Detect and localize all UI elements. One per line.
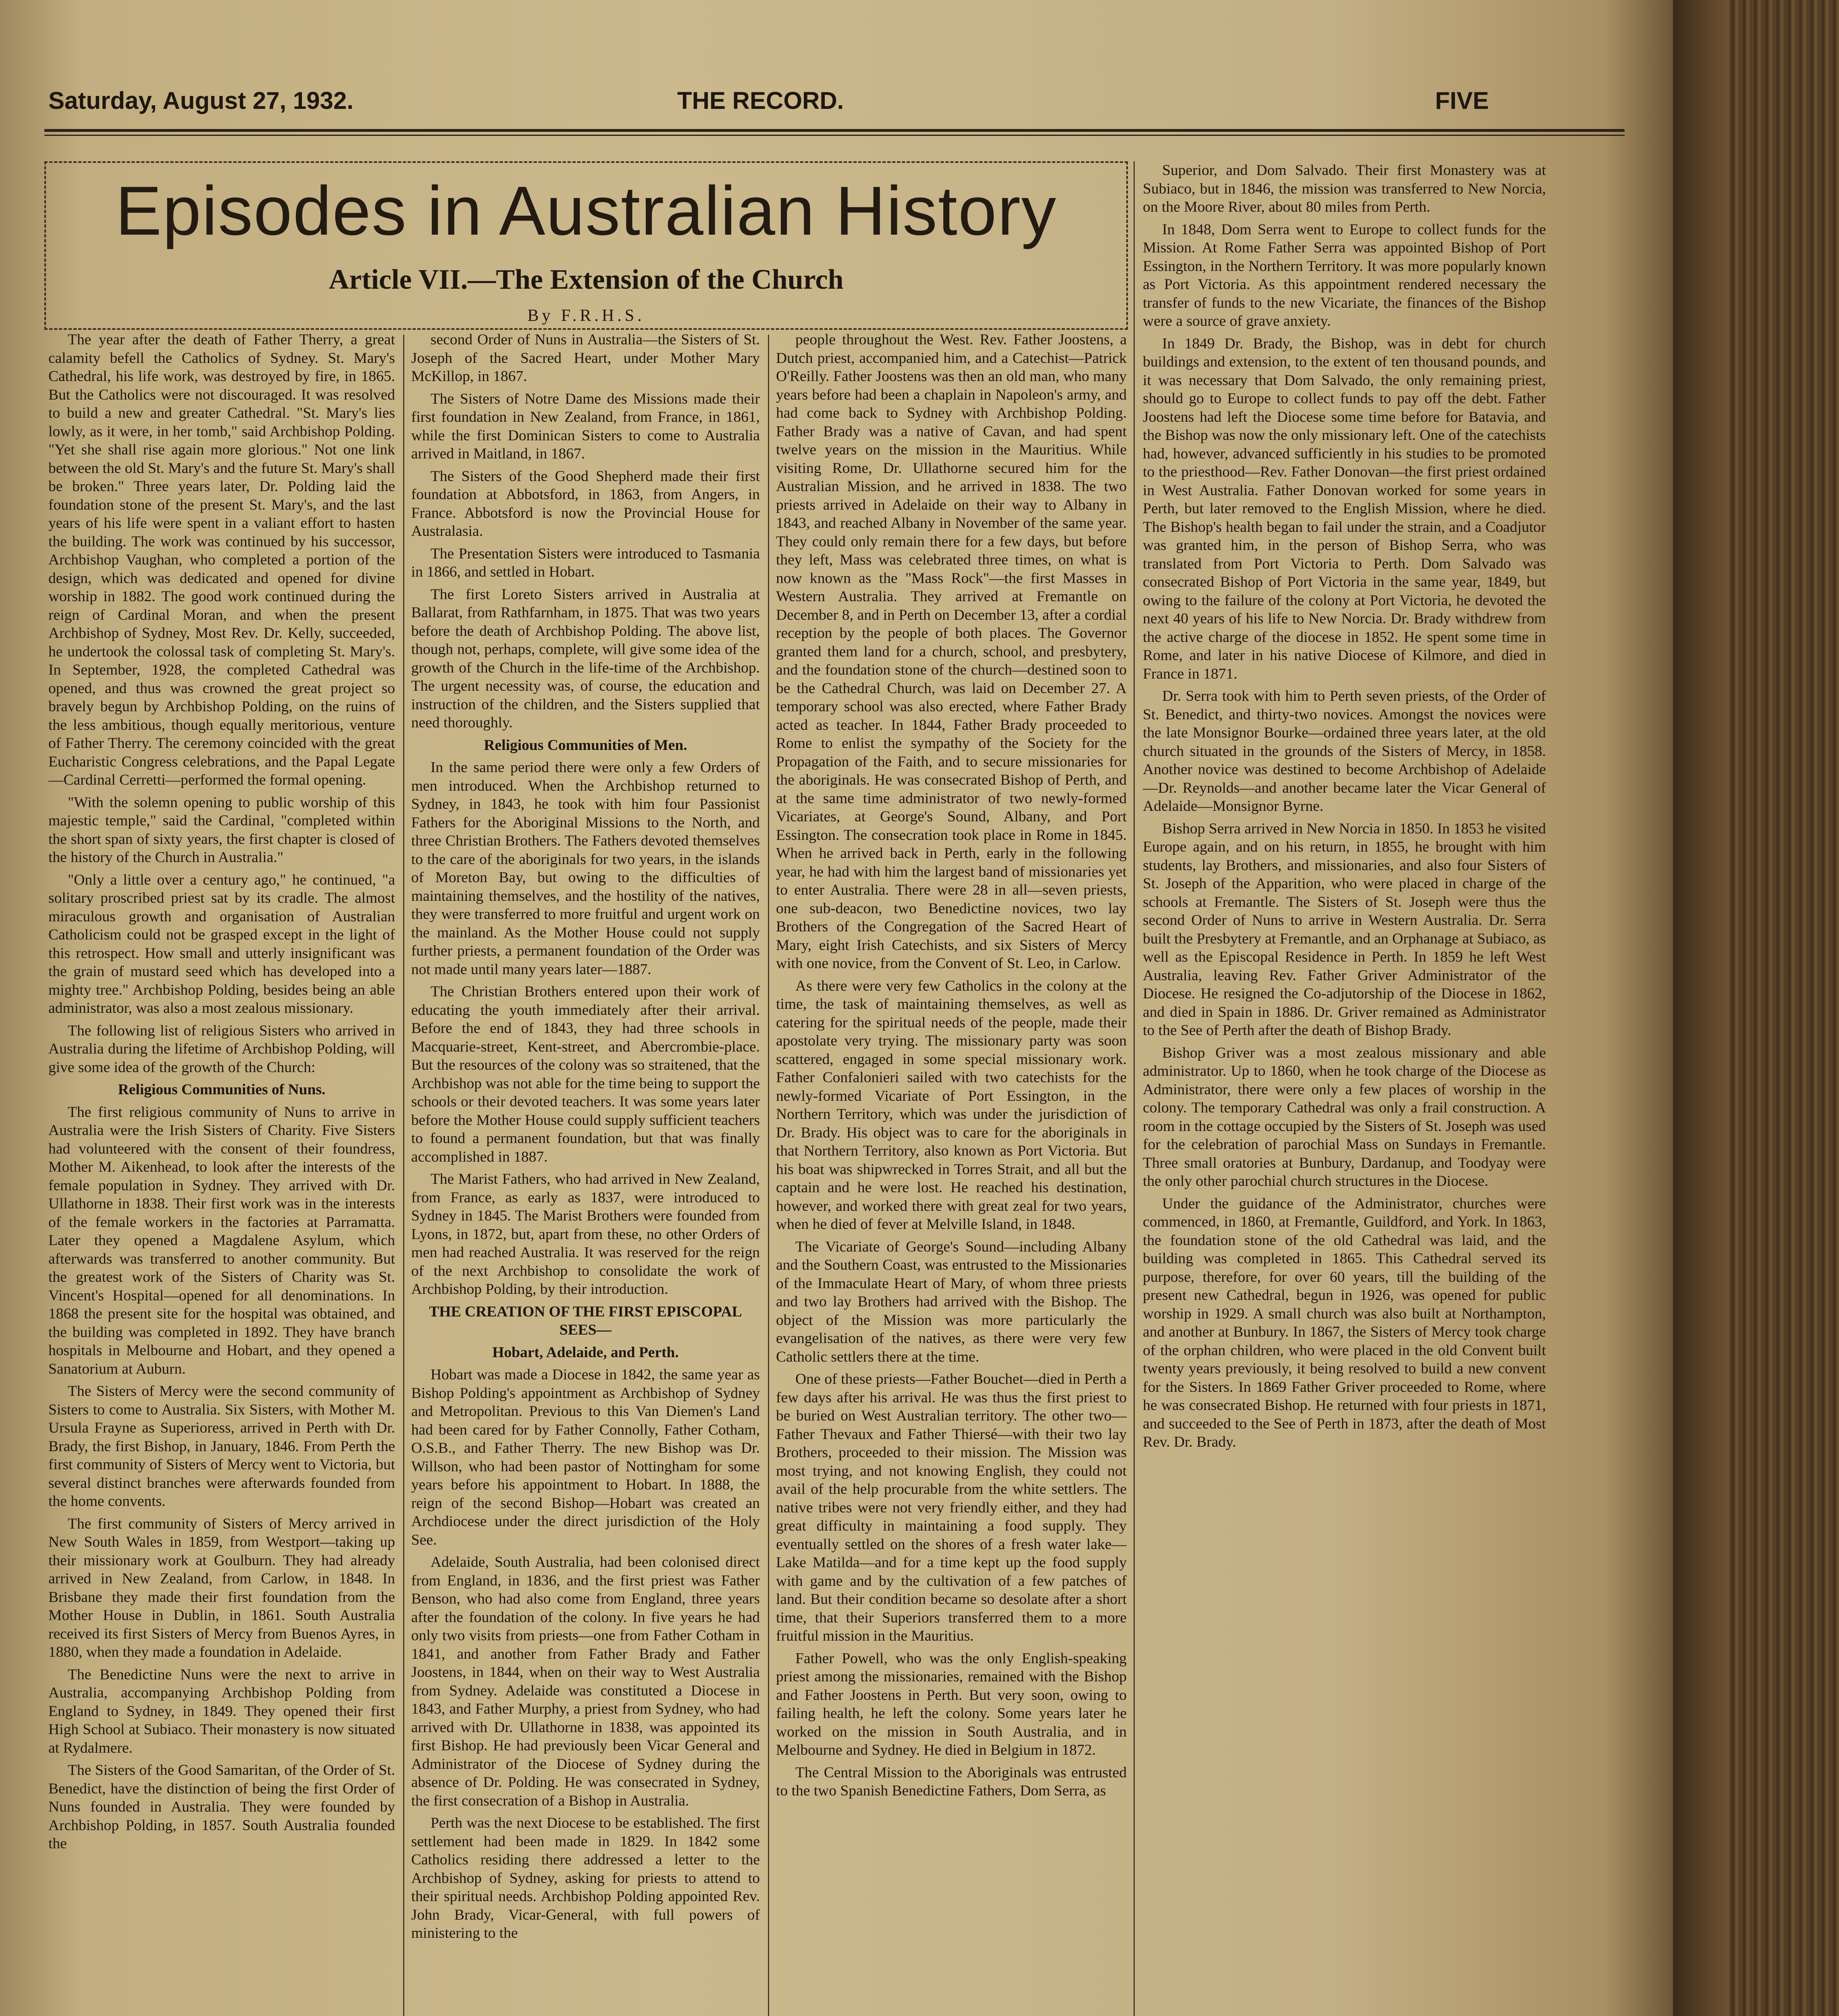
paragraph: second Order of Nuns in Australia—the Sisters of St. Joseph of the Sacred Heart, under Mother Mary McKillop, in 1867. [411, 331, 760, 385]
masthead [48, 87, 1621, 131]
paragraph: The Benedictine Nuns were the next to arrive in Australia, accompanying Archbishop Polding from England to Sydney, in 1849. They opened their first High School at Subiaco. Their monastery is now situated at Rydalmere. [48, 1666, 395, 1756]
column-divider [403, 335, 404, 2016]
paragraph: The Sisters of the Good Shepherd made their first foundation at Abbotsford, in 1863, from Angers, in France. Abbotsford is now the Provincial House for Australasia. [411, 468, 760, 539]
article-column-1 [48, 331, 395, 2016]
paragraph: The following list of religious Sisters who arrived in Australia during the lifetime of Archbishop Polding, will give some idea of the growth of the Church: [48, 1022, 395, 1076]
paragraph: The Marist Fathers, who had arrived in New Zealand, from France, as early as 1837, were introduced to Sydney in 1845. The Marist Brothers were founded from Lyons, in 1872, but, apart from these, no other Orders of men had reached Australia. It was reserved for the reign of the next Archbishop to consolidate the work of Archbishop Polding, by their introduction. [411, 1171, 760, 1297]
paragraph: The Central Mission to the Aboriginals was entrusted to the two Spanish Benedictine Fathers, Dom Serra, as [776, 1764, 1127, 1799]
section-subheading: Hobart, Adelaide, and Perth. [492, 1344, 679, 1361]
paragraph: Hobart was made a Diocese in 1842, the same year as Bishop Polding's appointment as Archbishop of Sydney and Metropolitan. Previous to this Van Diemen's Land had been cared for by Father Connolly, Father Cotham, O.S.B., and Father Therry. The new Bishop was Dr. Willson, who had been pastor of Nottingham for some years before his appointment to Hobart. In 1888, the reign of the second Bishop—Hobart was created an Archdiocese under the direct jurisdiction of the Holy See. [411, 1366, 760, 1548]
paragraph: In the same period there were only a few Orders of men introduced. When the Archbishop returned to Sydney, in 1843, he took with him four Passionist Fathers for the Aboriginal Missions to the North, and three Christian Brothers. The Fathers devoted themselves to the care of the aboriginals for two years, in the islands of Moreton Bay, but owing to the difficulties of maintaining themselves, and the hostility of the natives, they were transferred to more fruitful and urgent work on the mainland. As the Mother House could not supply further priests, a permanent foundation of the Order was not made until many years later—1887. [411, 759, 760, 978]
paragraph: The Sisters of Mercy were the second community of Sisters to come to Australia. Six Sisters, with Mother M. Ursula Frayne as Superioress, arrived in Perth with Dr. Brady, the first Bishop, in January, 1846. From Perth the first community of Sisters of Mercy went to Victoria, but several distinct branches were afterwards founded from the home convents. [48, 1383, 395, 1510]
paragraph: Bishop Griver was a most zealous missionary and able administrator. Up to 1860, when he took charge of the Diocese as Administrator, there were only a few places of worship in the colony. The temporary Cathedral was only a frail construction. A room in the cottage occupied by the Sisters of St. Joseph was used for the celebration of parochial Mass on Sundays in Fremantle. Three small oratories at Bunbury, Dardanup, and Toodyay were the only other parochial church structures in the Diocese. [1143, 1044, 1546, 1189]
paragraph: Superior, and Dom Salvado. Their first Monastery was at Subiaco, but in 1846, the mission was transferred to New Norcia, on the Moore River, about 80 miles from Perth. [1143, 162, 1546, 215]
paragraph: Dr. Serra took with him to Perth seven priests, of the Order of St. Benedict, and thirty-two novices. Amongst the novices were the late Monsignor Bourke—ordained three years later, at the old church situated in the grounds of the Sisters of Mercy, in 1858. Another novice was destined to become Archbishop of Adelaide—Dr. Reynolds—and another became later the Vicar General of Adelaide—Monsignor Byrne. [1143, 688, 1546, 814]
paragraph: "With the solemn opening to public worship of this majestic temple," said the Cardinal, "completed within the short span of sixty years, the first chapter is closed of the history of the Church in Australia." [48, 794, 395, 866]
paragraph: people throughout the West. Rev. Father Joostens, a Dutch priest, accompanied him, and a Catechist—Patrick O'Reilly. Father Joostens was then an old man, who many years before had been a chaplain in Napoleon's army, and had come back to Sydney with Archbishop Polding. Father Brady was a native of Cavan, and had spent twelve years on the mission in the Mauritius. While visiting Rome, Dr. Ullathorne secured him for the Australian Mission, and he arrived in 1838. The two priests arrived in Adelaide on their way to Albany in 1843, and reached Albany in November of the same year. They could only remain there for a few days, but before they left, Mass was celebrated three times, on what is now known as the "Mass Rock"—the first Masses in Western Australia. They arrived at Fremantle on December 8, and in Perth on December 13, after a cordial reception by the people of both places. The Governor granted them land for a church, school, and presbytery, and the foundation stone of the church—destined soon to be the Cathedral Church, was laid on December 27. A temporary school was also erected, where Father Brady acted as teacher. In 1844, Father Brady proceeded to Rome to enlist the sympathy of the Society for the Propagation of the Faith, and to secure missionaries for the aboriginals. He was consecrated Bishop of Perth, and at the same time administrator of two newly-formed Vicariates, at George's Sound, Albany, and Port Essington. The consecration took place in Rome in 1845. When he arrived back in Perth, early in the following year, he had with him the largest band of missionaries yet to enter Australia. There were 28 in all—seven priests, one sub-deacon, two Benedictine novices, two lay Brothers of the Congregation of the Sacred Heart of Mary, eight Irish Catechists, and six Sisters of Mercy with one novice, from the Convent of St. Leo, in Carlow. [776, 331, 1127, 972]
paragraph: The year after the death of Father Therry, a great calamity befell the Catholics of Sydney. St. Mary's Cathedral, his life work, was destroyed by fire, in 1865. But the Catholics were not discouraged. It was resolved to build a new and greater Cathedral. "St. Mary's lies lowly, as it were, in her tomb," said Archbishop Polding. "Yet she shall rise again more glorious." Not one link between the old St. Mary's and the future St. Mary's shall be broken." Three years later, Dr. Polding laid the foundation stone of the present St. Mary's, and the last years of his life were spent in a valiant effort to hasten the building. The work was continued by his successor, Archbishop Vaughan, who completed a portion of the design, which was dedicated and opened for divine worship in 1882. The good work continued during the reign of Cardinal Moran, and when the present Archbishop of Sydney, Most Rev. Dr. Kelly, succeeded, he undertook the colossal task of completing St. Mary's. In September, 1928, the completed Cathedral was opened, and thus was crowned the great project so bravely begun by Archbishop Polding, on the ruins of the less ambitious, though equally meritorious, venture of Father Therry. The ceremony coincided with the great Eucharistic Congress celebrations, and the Papal Legate—Cardinal Cerretti—performed the formal opening. [48, 331, 395, 788]
masthead-rule-thin [44, 135, 1625, 136]
paragraph: Father Powell, who was the only English-speaking priest among the missionaries, remained with the Bishop and Father Joostens in Perth. But very soon, owing to failing health, he left the colony. Some years later he worked on the mission in South Australia, and in Melbourne and Sydney. He died in Belgium in 1872. [776, 1650, 1127, 1758]
page-number: FIVE [1435, 87, 1489, 114]
section-heading: Religious Communities of Nuns. [118, 1081, 326, 1098]
issue-date: Saturday, August 27, 1932. [48, 87, 354, 114]
paragraph: Adelaide, South Australia, had been colonised direct from England, in 1836, and the first priest was Father Benson, who had also come from England, three years after the foundation of the colony. In five years he had only two visits from priests—one from Father Cotham in 1841, and another from Father Brady and Father Joostens, in 1844, when on their way to West Australia from Sydney. Adelaide was constituted a Diocese in 1843, and Father Murphy, a priest from Sydney, who had arrived with Dr. Ullathorne in 1838, was appointed its first Bishop. He had previously been Vicar General and Administrator of the Diocese of Sydney during the absence of Dr. Polding. He was consecrated in Sydney, the first consecration of a Bishop in Australia. [411, 1554, 760, 1809]
paragraph: In 1849 Dr. Brady, the Bishop, was in debt for church buildings and extension, to the extent of ten thousand pounds, and it was necessary that Dom Salvado, the only remaining priest, should go to Europe to collect funds to pay off the debt. Father Joostens had left the Diocese some time before for Batavia, and the Bishop was now the only missionary left. One of the catechists had, however, advanced sufficiently in his studies to be promoted to the priesthood—Rev. Father Donovan—the first priest ordained in West Australia. Father Donovan worked for some years in Perth, but later removed to the English Mission, where he died. The Bishop's health began to fail under the strain, and a Coadjutor was granted him, in the person of Bishop Serra, who was translated from Port Victoria to Perth. Dom Salvado was consecrated Bishop of Port Victoria in the same year, 1849, but owing to the failure of the colony at Port Victoria, he devoted the next 40 years of his life to New Norcia. Dr. Brady withdrew from the active charge of the diocese in 1852. He spent some time in Rome, and later in his native Diocese of Kilmore, and died in France in 1871. [1143, 335, 1546, 682]
column-divider [768, 335, 769, 2016]
masthead-rule [44, 129, 1625, 132]
paper-name: THE RECORD. [677, 87, 844, 114]
paragraph: The first religious community of Nuns to arrive in Australia were the Irish Sisters of Charity. Five Sisters had volunteered with the consent of their foundress, Mother M. Aikenhead, to look after the interests of the female population in Sydney. They arrived with Dr. Ullathorne in 1838. Their first work was in the interests of the female workers in the factories at Parramatta. Later they opened a Magdalene Asylum, which afterwards was transferred to another community. But the greatest work of the Sisters of Charity was St. Vincent's Hospital—opened for all denominations. In 1868 the present site for the hospital was obtained, and the building was completed in 1892. They have branch hospitals in Melbourne and Hobart, and they opened a Sanatorium at Auburn. [48, 1104, 395, 1377]
article-byline: By F.R.H.S. [527, 306, 645, 325]
article-column-3 [776, 331, 1127, 2016]
paragraph: Bishop Serra arrived in New Norcia in 1850. In 1853 he visited Europe again, and on his return, in 1855, he brought with him students, lay Brothers, and missionaries, and also four Sisters of St. Joseph of the Apparition, who were placed in charge of the schools at Fremantle. The Sisters of St. Joseph were thus the second Order of Nuns to arrive in Western Australia. Dr. Serra built the Presbytery at Fremantle, and an Orphanage at Subiaco, as well as the Episcopal Residence in Perth. In 1859 he left West Australia, leaving Rev. Father Griver Administrator of the Diocese. He resigned the Co-adjutorship of the Diocese in 1862, and died in Spain in 1886. Dr. Griver remained as Administrator to the See of Perth after the death of Bishop Brady. [1143, 820, 1546, 1039]
binding-shadow [1673, 0, 1729, 2016]
section-heading: Religious Communities of Men. [484, 737, 687, 754]
article-column-2 [411, 331, 760, 2016]
paragraph: As there were very few Catholics in the colony at the time, the task of maintaining themselves, as well as catering for the spiritual needs of the people, made their apostolate very trying. The missionary party was soon scattered, engaged in some special missionary work. Father Confalonieri sailed with two catechists for the newly-formed Vicariate of Port Essington, in the Northern Territory, which was under the jurisdiction of Dr. Brady. His object was to care for the aboriginals in that Northern Territory, also known as Port Victoria. But his boat was shipwrecked in Torres Strait, and all but the captain and he were lost. He reached his destination, however, and worked there with great zeal for two years, when he died of fever at Melville Island, in 1848. [776, 977, 1127, 1233]
paragraph: The first Loreto Sisters arrived in Australia at Ballarat, from Rathfarnham, in 1875. That was two years before the death of Archbishop Polding. The above list, though not, perhaps, complete, will give some idea of the growth of the Church in the life-time of the Archbishop. The urgent necessity was, of course, the education and instruction of the children, and the Sisters supplied that need thoroughly. [411, 586, 760, 731]
paragraph: Under the guidance of the Administrator, churches were commenced, in 1860, at Fremantle, Guildford, and York. In 1863, the foundation stone of the old Cathedral was laid, and the building was completed in 1865. This Cathedral served its purpose, therefore, for over 60 years, till the building of the present new Cathedral, begun in 1926, was opened for public worship in 1929. A small church was also built at Northampton, and another at Bunbury. In 1867, the Sisters of Mercy took charge of the orphan children, who were placed in the old Convent built twenty years previously, it being resolved to build a new convent for the Sisters. In 1869 Father Griver proceeded to Rome, where he was consecrated Bishop. He returned with four priests in 1871, and succeeded to the See of Perth in 1873, after the death of Most Rev. Dr. Brady. [1143, 1195, 1546, 1450]
paragraph: The first community of Sisters of Mercy arrived in New South Wales in 1859, from Westport—taking up their missionary work at Goulburn. They had already arrived in New Zealand, from Carlow, in 1848. In Brisbane they made their first foundation from the Mother House in Dublin, in 1861. South Australia received its first Sisters of Mercy from Buenos Ayres, in 1880, when they made a foundation in Adelaide. [48, 1515, 395, 1660]
article-title: Episodes in Australian History [115, 172, 1057, 250]
paragraph: The Christian Brothers entered upon their work of educating the youth immediately after their arrival. Before the end of 1843, they had three schools in Macquarie-street, Kent-street, and Abercrombie-place. But the resources of the colony was so straitened, that the Archbishop was not able for the time being to support the schools or their devoted teachers. It was some years later before the Mother House could supply sufficient teachers to found a permanent foundation, but that was finally accomplished in 1887. [411, 983, 760, 1165]
article-title-box [44, 161, 1128, 330]
paragraph: One of these priests—Father Bouchet—died in Perth a few days after his arrival. He was thus the first priest to be buried on West Australian territory. The other two—Father Thevaux and Father Thiersé—with their two lay Brothers, proceeded to their mission. The Mission was most trying, and not knowing English, they could not avail of the help procurable from the white settlers. The native tribes were not very friendly either, and they had great difficulty in maintaining a food supply. They eventually settled on the shores of a fresh water lake—Lake Matilda—and for a time kept up the food supply with game and by the cultivation of a few patches of land. But their condition became so desolate after a short time, that their Superiors transferred them to a more fruitful mission in the Mauritius. [776, 1371, 1127, 1644]
paragraph: "Only a little over a century ago," he continued, "a solitary proscribed priest sat by its cradle. The almost miraculous growth and organisation of Australian Catholicism could not be grasped except in the light of this retrospect. How small and utterly insignificant was the grain of mustard seed which has developed into a mighty tree." Archbishop Polding, besides being an able administrator, was also a most zealous missionary. [48, 871, 395, 1016]
article-subtitle: Article VII.—The Extension of the Church [329, 264, 844, 295]
paragraph: The Presentation Sisters were introduced to Tasmania in 1866, and settled in Hobart. [411, 545, 760, 580]
paragraph: The Sisters of the Good Samaritan, of the Order of St. Benedict, have the distinction of being the first Order of Nuns founded in Australia. They were founded by Archbishop Polding, in 1857. South Australia founded the [48, 1762, 395, 1852]
section-heading: THE CREATION OF THE FIRST EPISCOPAL SEES— [429, 1303, 742, 1338]
column-divider [1134, 161, 1135, 2016]
article-column-4 [1143, 161, 1546, 2016]
paragraph: The Vicariate of George's Sound—including Albany and the Southern Coast, was entrusted to the Missionaries of the Immaculate Heart of Mary, of whom three priests and two lay Brothers had arrived with the Bishop. The object of the Mission was more particularly the evangelisation of the natives, as there were very few Catholic settlers there at the time. [776, 1238, 1127, 1365]
paragraph: In 1848, Dom Serra went to Europe to collect funds for the Mission. At Rome Father Serra was appointed Bishop of Port Essington, in the Northern Territory. It was more popularly known as Port Victoria. As this appointment rendered necessary the transfer of funds to the new Vicariate, the finances of the Bishop were a source of grave anxiety. [1143, 221, 1546, 329]
paragraph: Perth was the next Diocese to be established. The first settlement had been made in 1829. In 1842 some Catholics residing there addressed a letter to the Archbishop of Sydney, asking for priests to attend to their spiritual needs. Archbishop Polding appointed Rev. John Brady, Vicar-General, with full powers of ministering to the [411, 1815, 760, 1941]
paragraph: The Sisters of Notre Dame des Missions made their first foundation in New Zealand, from France, in 1861, while the first Dominican Sisters to come to Australia arrived in Maitland, in 1867. [411, 390, 760, 462]
